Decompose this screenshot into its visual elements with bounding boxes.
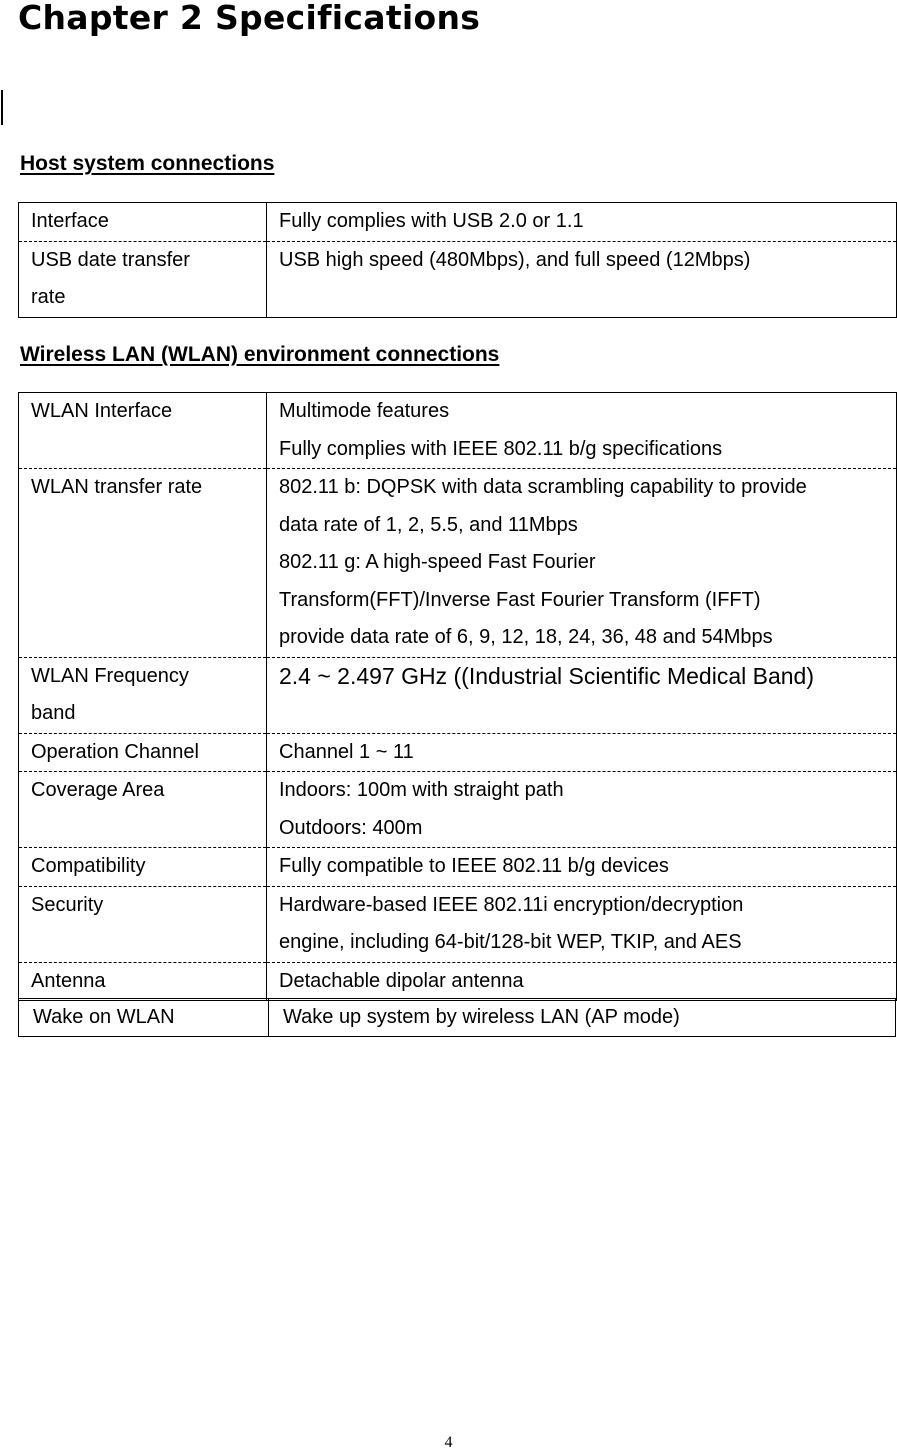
- spec-label: [19, 962, 267, 1001]
- spec-value-line: Detachable dipolar antenna: [279, 969, 524, 992]
- spec-label-line: WLAN Interface: [31, 400, 173, 422]
- wake-on-wlan-table: [18, 998, 896, 1037]
- spec-value: [267, 393, 897, 469]
- spec-label: [19, 772, 267, 848]
- table-row: [19, 848, 897, 887]
- table-row: [19, 962, 897, 1001]
- page-number: 4: [444, 1434, 453, 1451]
- spec-value-line: engine, including 64-bit/128-bit WEP, TKIP, and AES: [279, 931, 742, 953]
- spec-label: [19, 886, 267, 962]
- table-row: [19, 999, 896, 1037]
- wlan-section-heading: Wireless LAN (WLAN) environment connections: [20, 343, 500, 366]
- spec-value-line: Channel 1 ~ 11: [279, 740, 414, 763]
- spec-label: [19, 203, 267, 242]
- spec-label: [19, 393, 267, 469]
- spec-label-line: Antenna: [31, 969, 106, 992]
- table-row: [19, 886, 897, 962]
- spec-label-line: Coverage Area: [31, 779, 165, 801]
- table-row: [19, 469, 897, 658]
- host-section-heading: Host system connections: [20, 152, 275, 175]
- spec-label-line: WLAN Frequency: [31, 664, 189, 687]
- spec-label-line: WLAN transfer rate: [31, 476, 203, 498]
- table-row: [19, 393, 897, 469]
- spec-value-line: provide data rate of 6, 9, 12, 18, 24, 36, 48 and 54Mbps: [279, 626, 773, 648]
- spec-label-line: band: [31, 702, 76, 724]
- spec-label-line: rate: [31, 286, 66, 308]
- table-row: [19, 203, 897, 242]
- spec-value: Wake up system by wireless LAN (AP mode): [269, 999, 896, 1037]
- table-row: [19, 772, 897, 848]
- spec-label-line: USB date transfer: [31, 248, 190, 271]
- spec-label: [19, 848, 267, 887]
- spec-label-line: Interface: [31, 210, 109, 232]
- spec-value-line: Multimode features: [279, 400, 450, 422]
- spec-value: [267, 962, 897, 1001]
- spec-value-line: Outdoors: 400m: [279, 816, 423, 839]
- spec-value: [267, 241, 897, 317]
- spec-value-line: Fully compatible to IEEE 802.11 b/g devices: [279, 855, 669, 877]
- spec-value-line: 802.11 g: A high-speed Fast Fourier: [279, 551, 596, 573]
- spec-label: [19, 469, 267, 658]
- table-row: [19, 241, 897, 317]
- spec-value-line: 2.4 ~ 2.497 GHz ((Industrial Scientific Medical Band): [279, 662, 814, 689]
- spec-label: [19, 733, 267, 772]
- host-spec-table: [18, 202, 897, 318]
- spec-value-line: Transform(FFT)/Inverse Fast Fourier Transform (IFFT): [279, 588, 761, 611]
- spec-value-line: Fully complies with USB 2.0 or 1.1: [279, 210, 584, 232]
- spec-value-line: 802.11 b: DQPSK with data scrambling capability to provide: [279, 476, 807, 498]
- spec-value: [267, 469, 897, 658]
- spec-value-line: Indoors: 100m with straight path: [279, 779, 564, 801]
- spec-label: [19, 241, 267, 317]
- spec-label: Wake on WLAN: [19, 999, 269, 1037]
- table-row: [19, 657, 897, 733]
- chapter-title: Chapter 2 Specifications: [18, 0, 481, 37]
- spec-value: [267, 733, 897, 772]
- spec-value-line: Hardware-based IEEE 802.11i encryption/decryption: [279, 893, 744, 916]
- spec-value: [267, 848, 897, 887]
- spec-label: [19, 657, 267, 733]
- spec-value-line: Fully complies with IEEE 802.11 b/g specifications: [279, 437, 723, 460]
- spec-label-line: Compatibility: [31, 855, 146, 877]
- revision-bar: [1, 90, 3, 125]
- spec-value: [267, 772, 897, 848]
- spec-value: [267, 886, 897, 962]
- table-row: [19, 733, 897, 772]
- wlan-spec-table: [18, 392, 897, 1001]
- spec-label-line: Security: [31, 893, 104, 916]
- spec-value-line: USB high speed (480Mbps), and full speed (12Mbps): [279, 248, 751, 271]
- spec-value: [267, 203, 897, 242]
- spec-value: [267, 657, 897, 733]
- spec-value-line: data rate of 1, 2, 5.5, and 11Mbps: [279, 513, 578, 536]
- spec-label-line: Operation Channel: [31, 740, 199, 763]
